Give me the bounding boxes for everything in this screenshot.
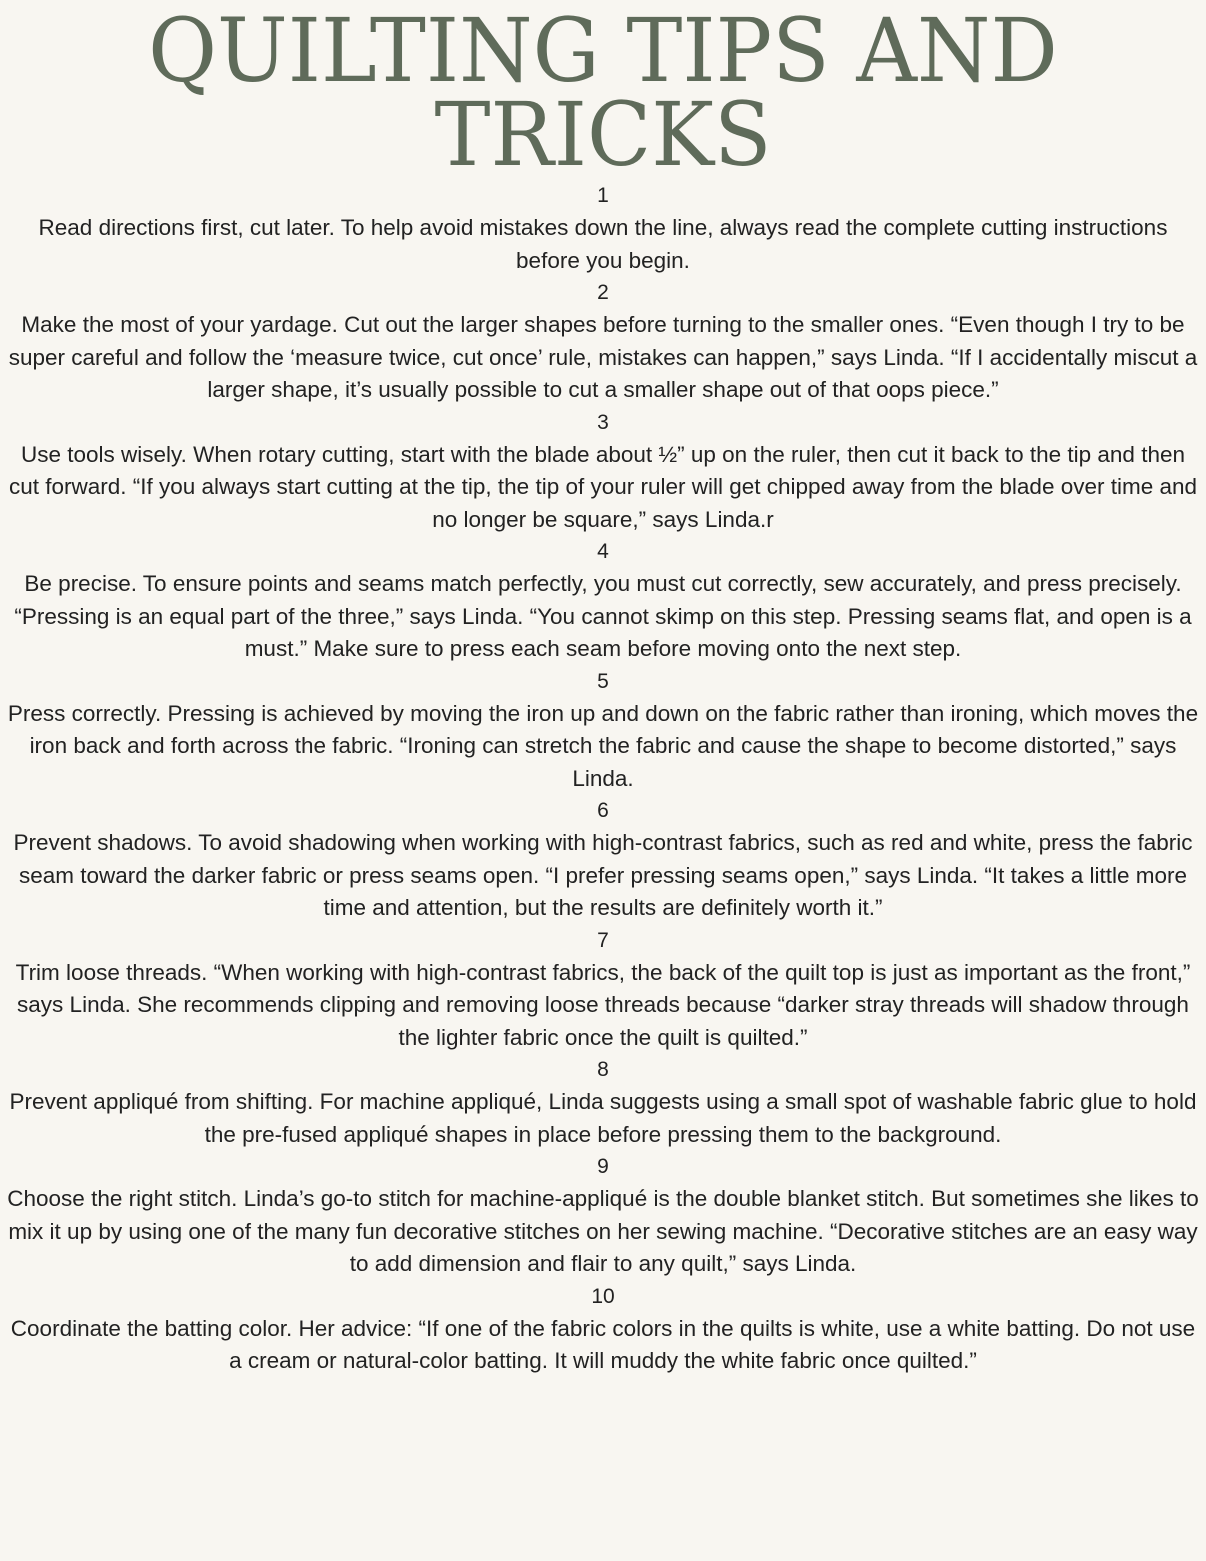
tip-item xyxy=(0,666,1206,796)
page-title-line-2: TRICKS xyxy=(434,82,772,186)
tip-text: Choose the right stitch. Linda’s go-to stitch for machine-appliqué is the double blanket stitch. But sometimes she likes to mix it up by using one of the many fun decorative stitches on her sewing machine. “Decorative stitches are an easy way to add dimension and flair to any quilt,” says Linda. xyxy=(7,1186,1199,1276)
tip-number: 8 xyxy=(597,1058,609,1081)
tip-item xyxy=(0,180,1206,277)
tip-text: Prevent appliqué from shifting. For machine appliqué, Linda suggests using a small spot of washable fabric glue to hold the pre-fused appliqué shapes in place before pressing them to the background. xyxy=(9,1089,1197,1147)
tip-item xyxy=(0,536,1206,666)
tip-number: 4 xyxy=(597,540,609,563)
tip-number: 9 xyxy=(597,1155,609,1178)
tip-text: Press correctly. Pressing is achieved by moving the iron up and down on the fabric rather than ironing, which moves the iron back and forth across the fabric. “Ironing can stretch the fabric and cause the shape to become distorted,” says Linda. xyxy=(7,700,1199,791)
tip-item xyxy=(0,925,1206,1055)
tip-number: 5 xyxy=(597,669,609,693)
tip-text: Trim loose threads. “When working with high-contrast fabrics, the back of the quilt top is just as important as the front,” says Linda. She recommends clipping and removing loose threads because “darker stray threads will shadow through the lighter fabric once the quilt is quilted.” xyxy=(15,959,1191,1050)
tip-item xyxy=(0,1281,1206,1378)
tip-number: 7 xyxy=(597,928,609,952)
page-title xyxy=(0,0,1206,186)
tip-number: 10 xyxy=(591,1284,615,1308)
tip-item xyxy=(0,1151,1206,1281)
page-title-line-1: QUILTING TIPS AND xyxy=(148,0,1058,102)
tip-number: 2 xyxy=(597,281,609,304)
tip-text: Read directions first, cut later. To help avoid mistakes down the line, always read the complete cutting instructions before you begin. xyxy=(38,215,1168,273)
tip-item xyxy=(0,1054,1206,1151)
tip-text: Use tools wisely. When rotary cutting, start with the blade about ½” up on the ruler, then cut it back to the tip and then cut forward. “If you always start cutting at the tip, the tip of your ruler will get chipped away from the blade over time and no longer be square,” says Linda.r xyxy=(8,441,1198,532)
tip-number: 6 xyxy=(597,799,609,822)
tip-text: Coordinate the batting color. Her advice: “If one of the fabric colors in the quilts is white, use a white batting. Do not use a cream or natural-color batting. It will muddy the white fabric once quilted.” xyxy=(10,1315,1196,1373)
tip-item xyxy=(0,795,1206,925)
tip-item xyxy=(0,277,1206,407)
tip-number: 1 xyxy=(597,184,609,207)
tip-item xyxy=(0,407,1206,537)
tip-number: 3 xyxy=(597,410,609,434)
tip-text: Make the most of your yardage. Cut out the larger shapes before turning to the smaller ones. “Even though I try to be super careful and follow the ‘measure twice, cut once’ rule, mistakes can happen,” says Linda. “If I accidentally miscut a larger shape, it’s usually possible to cut a smaller shape out of that oops piece.” xyxy=(8,312,1198,402)
tip-text: Prevent shadows. To avoid shadowing when working with high-contrast fabrics, such as red and white, press the fabric seam toward the darker fabric or press seams open. “I prefer pressing seams open,” says Linda. “It takes a little more time and attention, but the results are definitely worth it.” xyxy=(13,830,1193,920)
tips-list xyxy=(0,180,1206,1378)
tip-text: Be precise. To ensure points and seams match perfectly, you must cut correctly, sew accurately, and press precisely. “Pressing is an equal part of the three,” says Linda. “You cannot skimp on this step. Pressing seams flat, and open is a must.” Make sure to press each seam before moving onto the next step. xyxy=(14,571,1192,661)
